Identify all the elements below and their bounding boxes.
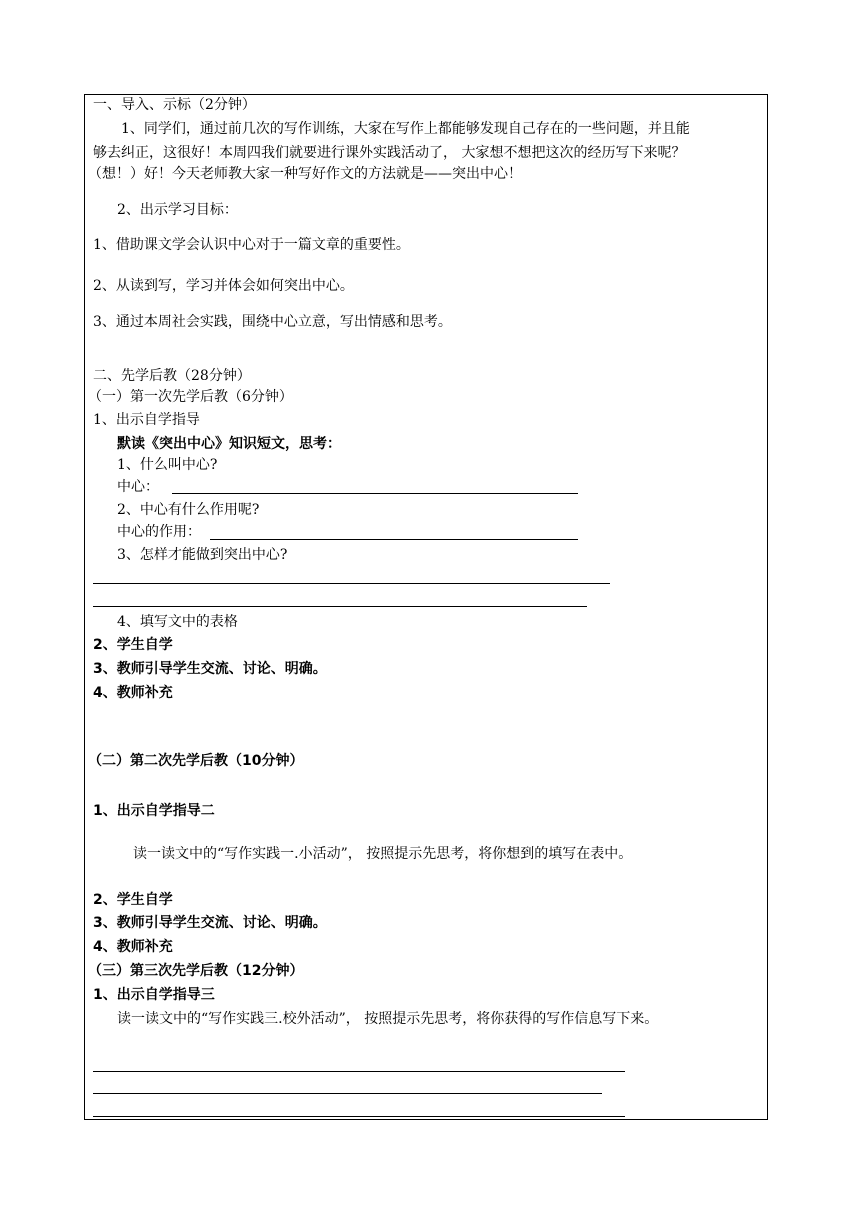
question-2: 2、中心有什么作用呢? [117,502,260,518]
part1-guide-title: 1、出示自学指导 [93,412,200,428]
goals-title: 2、出示学习目标： [117,202,238,218]
part2-step-4: 4、教师补充 [93,939,173,955]
question-1: 1、什么叫中心? [117,457,218,473]
answer-line-3b [93,606,587,607]
question-3: 3、怎样才能做到突出中心? [117,547,288,563]
answer-line-4a [93,1071,625,1072]
part1-step-2: 2、学生自学 [93,637,173,653]
section1-heading: 一、导入、示标（2分钟） [93,97,256,113]
part3-guide-text: 读一读文中的“写作实践三.校外活动”， 按照提示先思考，将你获得的写作信息写下来。 [117,1011,659,1027]
goal-1: 1、借助课文学会认识中心对于一篇文章的重要性。 [93,237,410,253]
intro-line-3: （想！）好！今天老师教大家一种写好作文的方法就是——突出中心！ [88,166,522,182]
intro-line-1: 1、同学们，通过前几次的写作训练，大家在写作上都能够发现自己存在的一些问题，并且能 [121,121,690,137]
part2-step-2: 2、学生自学 [93,892,173,908]
goal-2: 2、从读到写，学习并体会如何突出中心。 [93,278,354,294]
part1-guide-bold: 默读《突出中心》知识短文，思考： [117,436,341,452]
question-1-label: 中心： [117,479,159,495]
section2-heading: 二、先学后教（28分钟） [93,368,251,384]
part3-guide-title: 1、出示自学指导三 [93,987,215,1003]
part2-step-3: 3、教师引导学生交流、讨论、明确。 [93,915,327,931]
part2-guide-text: 读一读文中的“写作实践一.小活动”， 按照提示先思考，将你想到的填写在表中。 [133,846,633,862]
part2-heading: （二）第二次先学后教（10分钟） [88,753,304,769]
part3-heading: （三）第三次先学后教（12分钟） [88,963,304,979]
intro-line-2: 够去纠正，这很好！本周四我们就要进行课外实践活动了， 大家想不想把这次的经历写下来呢？ [93,145,686,161]
part2-guide-title: 1、出示自学指导二 [93,803,215,819]
goal-3: 3、通过本周社会实践，围绕中心立意，写出情感和思考。 [93,314,452,330]
answer-line-4c [93,1116,625,1117]
part1-step-3: 3、教师引导学生交流、讨论、明确。 [93,661,327,677]
part1-step-4: 4、教师补充 [93,685,173,701]
answer-line-4b [93,1093,602,1094]
question-4: 4、填写文中的表格 [117,614,238,630]
answer-line-3a [93,583,610,584]
answer-line-1 [172,493,578,494]
question-2-label: 中心的作用： [117,524,201,540]
part1-heading: （一）第一次先学后教（6分钟） [88,389,293,405]
answer-line-2 [210,539,578,540]
